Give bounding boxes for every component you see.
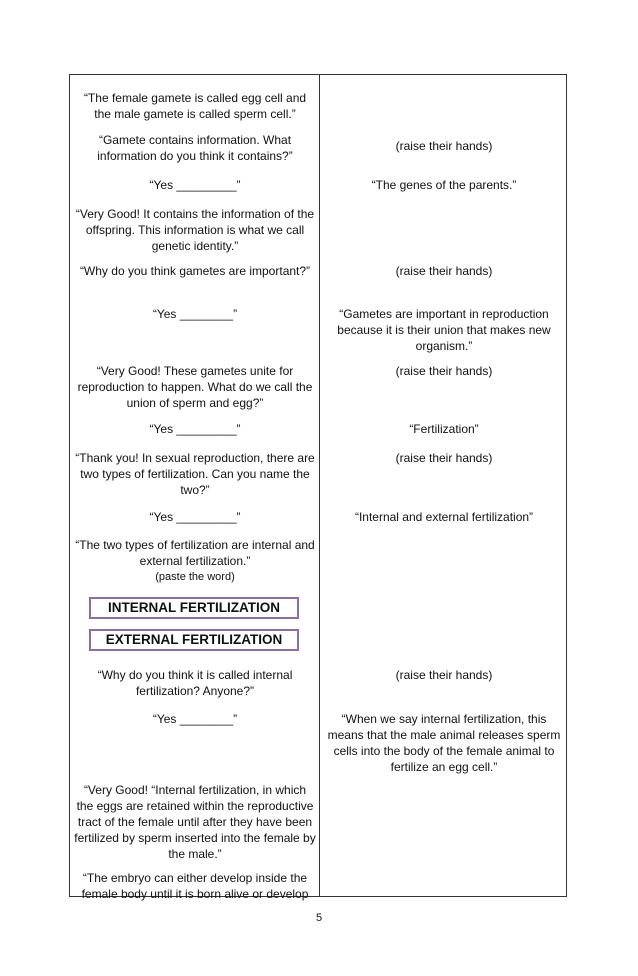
teacher-line: “Why do you think gametes are important?” <box>79 264 311 278</box>
student-line: “The genes of the parents.” <box>371 178 517 192</box>
column-divider <box>319 75 320 896</box>
student-line: “Fertilization” <box>409 422 479 436</box>
instruction-note: (paste the word) <box>155 571 235 583</box>
teacher-line: “Yes ________” <box>152 307 238 321</box>
student-line: (raise their hands) <box>395 364 493 378</box>
teacher-line: “Yes _________” <box>149 510 241 524</box>
teacher-line: “Yes _________” <box>149 422 241 436</box>
dialogue-table <box>69 74 567 901</box>
teacher-line: “Gamete contains information. What information do you think it contains?” <box>97 133 293 163</box>
word-card-internal: INTERNAL FERTILIZATION <box>89 597 299 619</box>
teacher-line: “Yes ________” <box>152 712 238 726</box>
teacher-line: “Very Good! It contains the information of the offspring. This information is what we call genetic identity.” <box>75 207 315 253</box>
teacher-line: “Yes _________” <box>149 178 241 192</box>
student-line: (raise their hands) <box>395 451 493 465</box>
teacher-line: “Very Good! “Internal fertilization, in which the eggs are retained within the reproductive tract of the female until after they have been fertilized by sperm inserted into the female by the male.” <box>74 783 316 861</box>
student-line: “When we say internal fertilization, this means that the male animal releases sperm cells into the body of the female animal to fertilize an egg cell.” <box>327 712 561 774</box>
word-card-external: EXTERNAL FERTILIZATION <box>89 629 299 651</box>
student-line: “Internal and external fertilization” <box>354 510 534 524</box>
student-line: “Gametes are important in reproduction because it is their union that makes new organism.” <box>337 307 551 353</box>
teacher-line: “Very Good! These gametes unite for reproduction to happen. What do we call the union of sperm and egg?” <box>77 364 313 410</box>
student-line: (raise their hands) <box>395 264 493 278</box>
teacher-line: “The female gamete is called egg cell and the male gamete is called sperm cell.” <box>83 91 307 121</box>
student-line: (raise their hands) <box>395 668 493 682</box>
teacher-line: “Thank you! In sexual reproduction, there are two types of fertilization. Can you name the two?” <box>75 451 315 497</box>
teacher-line: “The embryo can either develop inside the female body until it is born alive or develop <box>81 871 309 901</box>
teacher-line: “Why do you think it is called internal fertilization? Anyone?” <box>97 668 293 698</box>
student-line: (raise their hands) <box>395 139 493 153</box>
page-number: 5 <box>315 912 323 924</box>
teacher-line: “The two types of fertilization are internal and external fertilization.” <box>75 538 315 568</box>
